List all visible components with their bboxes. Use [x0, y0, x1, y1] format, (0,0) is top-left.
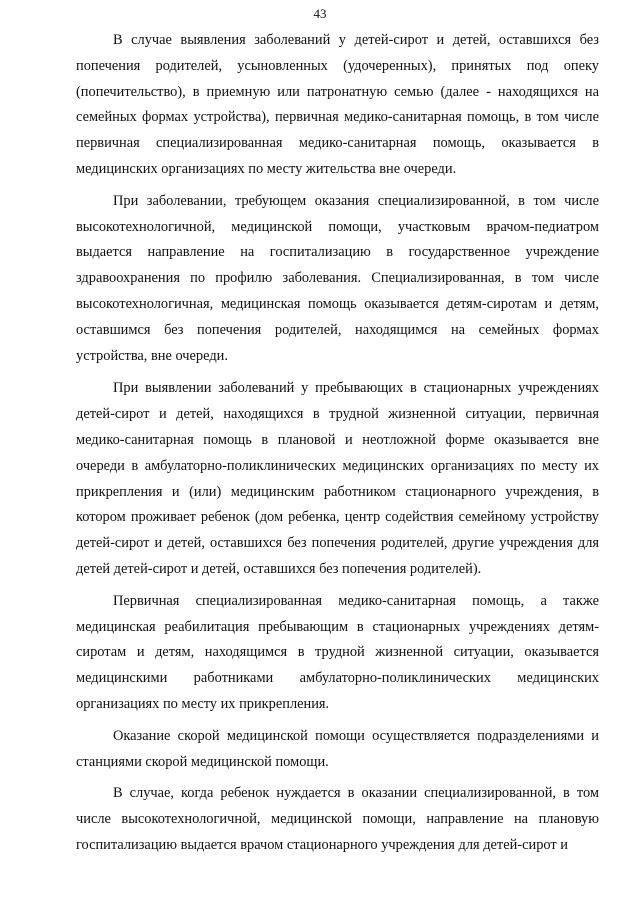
- page-number: 43: [313, 6, 327, 21]
- paragraph-emergency-care: Оказание скорой медицинской помощи осуществляется подразделениями и станциями скорой медицинской помощи.: [76, 727, 599, 770]
- paragraph-orphan-care-diagnosis: В случае выявления заболеваний у детей-сирот и детей, оставшихся без попечения родителей, усыновленных (удочеренных), принятых под опеку (попечительство), в приемную или патронатную семью (далее - находящихся на семейных формах устройства), первичная медико-санитарная помощь, в том числе первичная специализированная медико-санитарная помощь, оказывается в медицинских организациях по месту жительства вне очереди.: [76, 32, 599, 177]
- paragraph-planned-hospitalization: В случае, когда ребенок нуждается в оказании специализированной, в том числе высокотехнологичной, медицинской помощи, направление на плановую госпитализацию выдается врачом стационарного учреждения для детей-сирот и: [76, 785, 599, 853]
- document-body: [76, 28, 599, 859]
- paragraph-specialized-care-referral: При заболевании, требующем оказания специализированной, в том числе высокотехнологичной, медицинской помощи, участковым врачом-педиатром выдается направление на госпитализацию в государственное учреждение здравоохранения по профилю заболевания. Специализированная, в том числе высокотехнологичная, медицинская помощь оказывается детям-сиротам и детям, оставшимся без попечения родителей, находящимся на семейных формах устройства, вне очереди.: [76, 192, 599, 364]
- paragraph-stationary-institutions-care: При выявлении заболеваний у пребывающих в стационарных учреждениях детей-сирот и детей, находящихся в трудной жизненной ситуации, первичная медико-санитарная помощь в плановой и неотложной форме оказывается вне очереди в амбулаторно-поликлинических медицинских организациях по месту их прикрепления и (или) медицинским работником стационарного учреждения, в котором проживает ребенок (дом ребенка, центр содействия семейному устройству детей-сирот и детей, оставшихся без попечения родителей, другие учреждения для детей детей-сирот и детей, оставшихся без попечения родителей).: [76, 380, 599, 577]
- paragraph-rehabilitation-care: Первичная специализированная медико-санитарная помощь, а также медицинская реабилитация пребывающим в стационарных учреждениях детям-сиротам и детям, находящимся в трудной жизненной ситуации, оказывается медицинскими работниками амбулаторно-поликлинических медицинских организациях по месту их прикрепления.: [76, 592, 599, 712]
